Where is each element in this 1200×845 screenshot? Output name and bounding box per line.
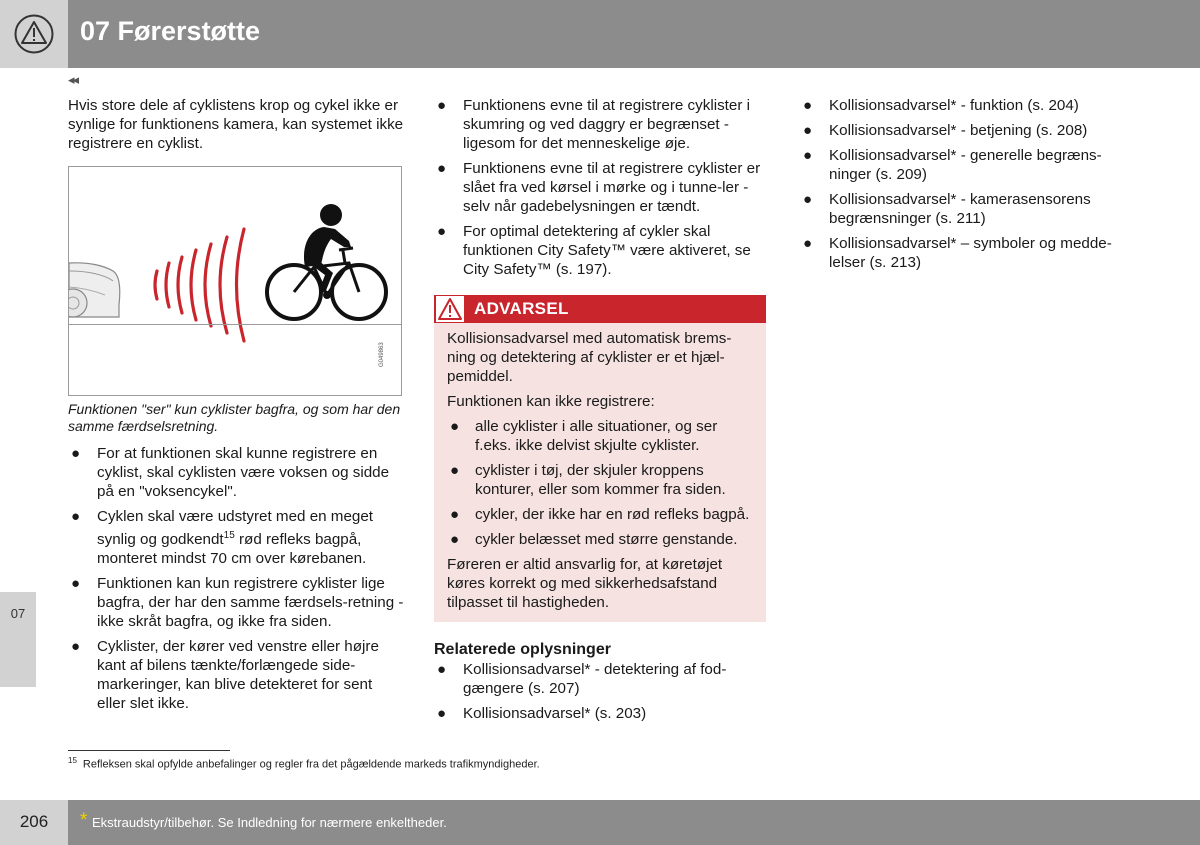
cyclist-icon — [267, 204, 386, 319]
list-item-text: cyklister i tøj, der skjuler kroppens konturer, eller som kommer fra siden. — [475, 462, 726, 498]
footer-note: Ekstraudstyr/tilbehør. Se Indledning for nærmere enkeltheder. — [92, 815, 447, 830]
list-item-text: Funktionen kan kun registrere cyklister lige bagfra, der har den samme færdsels-retning - ikke skråt bagfra, og ikke fra siden. — [97, 575, 404, 631]
column-2 — [434, 96, 766, 729]
related-heading: Relaterede oplysninger — [434, 641, 611, 658]
related-link-text[interactable]: Kollisionsadvarsel* - kamerasensorens begrænsninger (s. 211) — [829, 191, 1091, 227]
list-item-text[interactable]: For optimal detektering af cykler skal funktionen City Safety™ være aktiveret, se City Safety™ (s. 197). — [463, 223, 751, 278]
column-3 — [800, 96, 1132, 278]
cyclist-detection-drawing — [69, 167, 401, 395]
bullet-icon: ● — [437, 160, 447, 177]
continued-marker: ◂◂ — [68, 72, 78, 87]
intro-paragraph: Hvis store dele af cyklistens krop og cykel ikke er synlige for funktionens kamera, kan systemet ikke registrere en cyklist. — [68, 97, 404, 152]
footnote-reference[interactable]: 15 — [223, 530, 235, 541]
cyclist-illustration — [68, 166, 402, 396]
warning-title: ADVARSEL — [474, 299, 569, 318]
list-item-text: rød refleks bagpå, monteret mindst 70 cm over kørebanen. — [97, 531, 367, 568]
bullet-icon: ● — [437, 661, 447, 678]
bullet-icon: ● — [450, 531, 460, 548]
related-link[interactable] — [800, 121, 1132, 140]
related-link[interactable] — [800, 146, 1132, 184]
illustration-code: G049863 — [379, 342, 385, 367]
requirements-list — [68, 444, 404, 713]
footnote-divider — [68, 750, 230, 751]
related-link-text[interactable]: Kollisionsadvarsel* - generelle begræns-ninger (s. 209) — [829, 147, 1102, 183]
footnote — [68, 756, 540, 771]
bullet-icon: ● — [71, 508, 81, 525]
chapter-title: 07 Førerstøtte — [80, 16, 261, 46]
list-item — [434, 159, 766, 216]
warning-triangle-icon — [436, 296, 464, 322]
illustration-caption: Funktionen "ser" kun cyklister bagfra, og som har den samme færdselsretning. — [68, 401, 401, 434]
bullet-icon: ● — [71, 638, 81, 656]
list-item-text: Funktionens evne til at registrere cyklister i skumring og ved daggry er begrænset - ligesom for det menneskelige øje. — [463, 97, 750, 152]
list-item — [68, 574, 404, 631]
asterisk-icon: * — [80, 810, 88, 831]
warning-paragraph: Føreren er altid ansvarlig for, at køretøjet køres korrekt og med sikkerhedsafstand tilpasset til hastigheden. — [447, 556, 723, 611]
related-links-list — [800, 96, 1132, 272]
warning-header — [434, 295, 766, 323]
bullet-icon: ● — [803, 147, 813, 164]
list-item — [447, 530, 752, 549]
footnote-text: Refleksen skal opfylde anbefalinger og regler fra det pågældende markeds trafikmyndigheder. — [82, 758, 540, 771]
list-item — [447, 505, 752, 524]
warning-paragraph: Funktionen kan ikke registrere: — [447, 393, 655, 410]
footer-bar — [68, 800, 1200, 845]
bullet-icon: ● — [803, 122, 813, 139]
warning-paragraph: Kollisionsadvarsel med automatisk brems-ning og detektering af cyklister er et hjæl-pemiddel. — [447, 330, 732, 385]
bullet-icon: ● — [437, 705, 447, 722]
related-links-list — [434, 660, 766, 723]
related-link-text[interactable]: Kollisionsadvarsel* - betjening (s. 208) — [829, 122, 1088, 139]
list-item — [447, 461, 752, 499]
list-item — [434, 222, 766, 279]
bullet-icon: ● — [450, 418, 460, 435]
list-item — [68, 444, 404, 501]
warning-list — [447, 417, 752, 549]
list-item-text: alle cyklister i alle situationer, og ser f.eks. ikke delvist skjulte cyklister. — [475, 418, 718, 454]
bullet-icon: ● — [803, 97, 813, 114]
list-item — [434, 96, 766, 153]
header-bar — [68, 0, 1200, 68]
related-link[interactable] — [434, 660, 766, 698]
bullet-icon: ● — [71, 445, 81, 462]
bullet-icon: ● — [803, 191, 813, 208]
footnote-number: 15 — [68, 756, 77, 765]
warning-box — [434, 295, 766, 622]
chapter-side-tab[interactable] — [0, 592, 36, 687]
list-item — [68, 507, 404, 568]
page-header — [0, 0, 1200, 68]
list-item — [447, 417, 752, 455]
header-icon-area — [0, 0, 68, 68]
bullet-icon: ● — [437, 223, 447, 240]
ground-line — [69, 324, 401, 325]
bullet-icon: ● — [450, 462, 460, 479]
list-item-text: For at funktionen skal kunne registrere en cyklist, skal cyklisten være voksen og sidde på en "voksencykel". — [97, 445, 390, 500]
list-item-text: Cyklister, der kører ved venstre eller højre kant af bilens tænkte/forlængede side-markeringer, kan blive detekteret for sent eller slet ikke. — [97, 638, 379, 713]
column-1 — [68, 96, 404, 719]
limitations-list — [434, 96, 766, 279]
page-number-box — [0, 800, 68, 845]
related-link-text[interactable]: Kollisionsadvarsel* (s. 203) — [463, 705, 647, 722]
related-link-text[interactable]: Kollisionsadvarsel* – symboler og medde-lelser (s. 213) — [829, 235, 1112, 271]
warning-body — [434, 323, 766, 622]
list-item — [68, 637, 404, 713]
related-link[interactable] — [800, 96, 1132, 115]
related-link-text[interactable]: Kollisionsadvarsel* - detektering af fod-gængere (s. 207) — [463, 661, 727, 697]
chapter-side-tab-label: 07 — [10, 606, 26, 621]
page-number: 206 — [19, 812, 49, 831]
bullet-icon: ● — [71, 575, 81, 593]
list-item-text: Cyklen skal være udstyret med en meget synlig og godkendt — [97, 508, 374, 549]
list-item-text: cykler, der ikke har en rød refleks bagpå. — [475, 506, 750, 523]
bullet-icon: ● — [450, 506, 460, 523]
related-link[interactable] — [434, 704, 766, 723]
related-link-text[interactable]: Kollisionsadvarsel* - funktion (s. 204) — [829, 97, 1079, 114]
list-item-text: cykler belæsset med større genstande. — [475, 531, 738, 548]
warning-triangle-icon — [14, 14, 54, 54]
bullet-icon: ● — [437, 97, 447, 114]
list-item-text: Funktionens evne til at registrere cyklister er slået fra ved kørsel i mørke og i tunne-ler - selv når gadebelysningen er tændt. — [463, 160, 761, 215]
related-link[interactable] — [800, 190, 1132, 228]
bullet-icon: ● — [803, 235, 813, 252]
car-icon — [69, 263, 120, 317]
related-link[interactable] — [800, 234, 1132, 272]
